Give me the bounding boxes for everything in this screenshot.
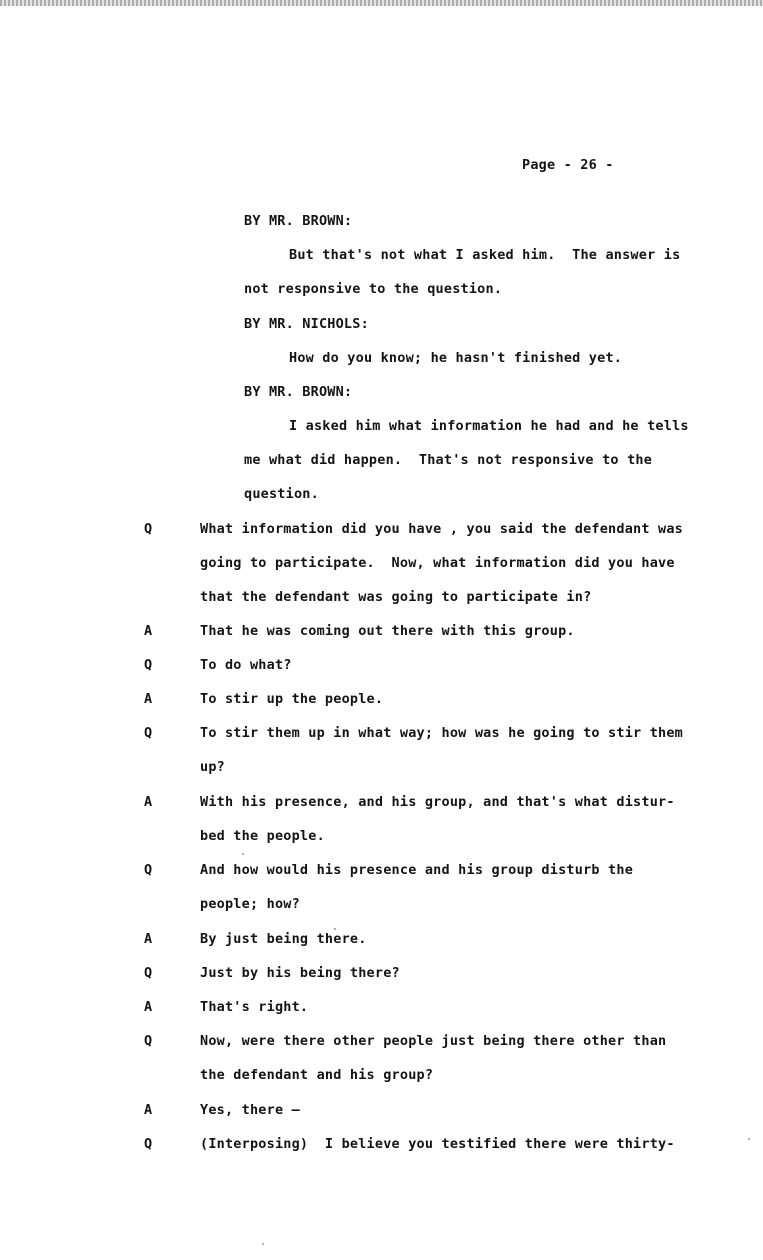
testimony-line: Just by his being there? <box>200 965 400 981</box>
answer-marker: A <box>144 623 153 639</box>
question-marker: Q <box>144 1136 153 1152</box>
speaker-label: BY MR. BROWN: <box>244 213 353 229</box>
page-number: Page - 26 - <box>522 157 614 173</box>
speech-line: I asked him what information he had and he tells <box>289 418 689 434</box>
testimony-line: Yes, there — <box>200 1102 300 1118</box>
speech-line: not responsive to the question. <box>244 281 503 297</box>
testimony-line: that the defendant was going to participate in? <box>200 589 592 605</box>
testimony-line: What information did you have , you said the defendant was <box>200 521 684 537</box>
speech-line: How do you know; he hasn't finished yet. <box>289 350 623 366</box>
testimony-line: To stir them up in what way; how was he going to stir them <box>200 725 684 741</box>
scan-speck <box>334 928 336 930</box>
question-marker: Q <box>144 965 153 981</box>
testimony-line: By just being there. <box>200 931 367 947</box>
scan-speck <box>242 853 244 855</box>
testimony-line: That's right. <box>200 999 309 1015</box>
question-marker: Q <box>144 1033 153 1049</box>
answer-marker: A <box>144 1102 153 1118</box>
testimony-line: the defendant and his group? <box>200 1067 434 1083</box>
speech-line: But that's not what I asked him. The answer is <box>289 247 681 263</box>
testimony-line: Now, were there other people just being there other than <box>200 1033 667 1049</box>
answer-marker: A <box>144 999 153 1015</box>
question-marker: Q <box>144 657 153 673</box>
answer-marker: A <box>144 931 153 947</box>
testimony-line: (Interposing) I believe you testified there were thirty- <box>200 1136 675 1152</box>
testimony-line: To stir up the people. <box>200 691 384 707</box>
testimony-line: people; how? <box>200 896 300 912</box>
testimony-line: With his presence, and his group, and that's what distur- <box>200 794 675 810</box>
testimony-line: To do what? <box>200 657 292 673</box>
question-marker: Q <box>144 862 153 878</box>
speech-line: question. <box>244 486 319 502</box>
testimony-line: up? <box>200 759 225 775</box>
testimony-line: bed the people. <box>200 828 325 844</box>
question-marker: Q <box>144 521 153 537</box>
testimony-line: That he was coming out there with this group. <box>200 623 575 639</box>
scan-speck <box>262 1243 264 1245</box>
answer-marker: A <box>144 794 153 810</box>
scan-speck <box>748 1138 750 1140</box>
scan-top-edge <box>0 0 763 6</box>
speaker-label: BY MR. BROWN: <box>244 384 353 400</box>
answer-marker: A <box>144 691 153 707</box>
speech-line: me what did happen. That's not responsive to the <box>244 452 653 468</box>
speaker-label: BY MR. NICHOLS: <box>244 316 369 332</box>
question-marker: Q <box>144 725 153 741</box>
testimony-line: And how would his presence and his group disturb the <box>200 862 634 878</box>
testimony-line: going to participate. Now, what information did you have <box>200 555 675 571</box>
